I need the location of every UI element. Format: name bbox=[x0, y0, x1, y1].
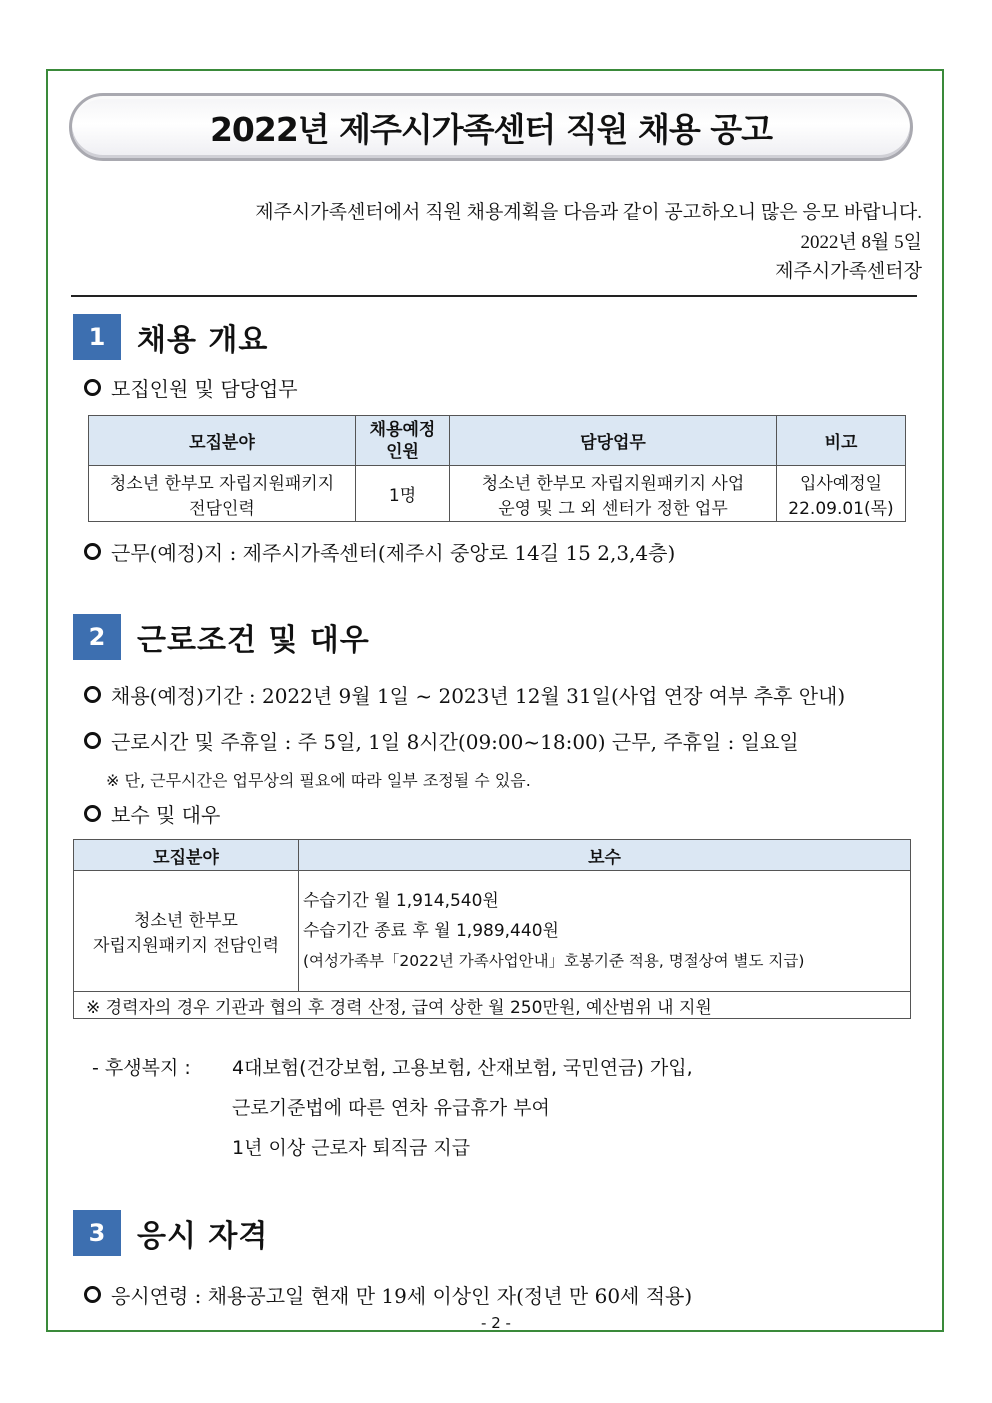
circle-bullet-icon bbox=[84, 543, 101, 560]
bullet-recruit bbox=[84, 373, 298, 402]
intro-text: 제주시가족센터에서 직원 채용계획을 다음과 같이 공고하오니 많은 응모 바랍니다. bbox=[255, 202, 922, 223]
cell-duty bbox=[450, 466, 777, 522]
section-title: 채용 개요 bbox=[137, 323, 269, 358]
recruit-table bbox=[88, 415, 906, 522]
bullet-age bbox=[84, 1280, 692, 1309]
pay-footer: ※ 경력자의 경우 기관과 협의 후 경력 산정, 급여 상한 월 250만원, 예산범위 내 지원 bbox=[74, 992, 911, 1019]
circle-bullet-icon bbox=[84, 805, 101, 822]
cell-line: 운영 및 그 외 센터가 정한 업무 bbox=[498, 498, 728, 519]
section-number: 2 bbox=[73, 614, 121, 660]
pay-table bbox=[73, 839, 911, 1019]
th-count: 채용예정 인원 bbox=[356, 416, 450, 466]
th-field: 모집분야 bbox=[74, 840, 299, 871]
cell-line: 22.09.01(목) bbox=[788, 498, 894, 519]
welfare-line: 1년 이상 근로자 퇴직금 지급 bbox=[232, 1137, 471, 1159]
welfare-line: 4대보험(건강보험, 고용보험, 산재보험, 국민연금) 가입, bbox=[232, 1057, 693, 1079]
circle-bullet-icon bbox=[84, 686, 101, 703]
cell-field bbox=[74, 871, 299, 992]
pay-line: 수습기간 종료 후 월 1,989,440원 bbox=[303, 921, 559, 941]
bullet-text: 모집인원 및 담당업무 bbox=[111, 377, 298, 401]
cell-pay bbox=[299, 871, 911, 992]
th-note: 비고 bbox=[777, 416, 906, 466]
bullet-text: 채용(예정)기간 : 2022년 9월 1일 ~ 2023년 12월 31일(사업 연장 여부 추후 안내) bbox=[111, 684, 846, 708]
bullet-text: 보수 및 대우 bbox=[111, 803, 221, 827]
intro-date: 2022년 8월 5일 bbox=[800, 232, 922, 253]
bullet-period bbox=[84, 680, 845, 709]
bullet-workplace bbox=[84, 537, 675, 566]
section-number: 1 bbox=[73, 314, 121, 360]
bullet-text: 응시연령 : 채용공고일 현재 만 19세 이상인 자(정년 만 60세 적용) bbox=[111, 1284, 693, 1308]
section-title: 응시 자격 bbox=[137, 1219, 269, 1254]
page-title: 2022년 제주시가족센터 직원 채용 공고 bbox=[209, 109, 773, 149]
cell-line: 자립지원패키지 전담인력 bbox=[92, 936, 280, 956]
section-3-heading bbox=[73, 1210, 268, 1256]
welfare-line: 근로기준법에 따른 연차 유급휴가 부여 bbox=[232, 1097, 550, 1119]
th-pay: 보수 bbox=[299, 840, 911, 871]
circle-bullet-icon bbox=[84, 732, 101, 749]
cell-line: 청소년 한부모 bbox=[134, 911, 238, 931]
th-field: 모집분야 bbox=[89, 416, 356, 466]
cell-count: 1명 bbox=[356, 466, 450, 522]
circle-bullet-icon bbox=[84, 379, 101, 396]
bullet-text: 근무(예정)지 : 제주시가족센터(제주시 중앙로 14길 15 2,3,4층) bbox=[111, 541, 676, 565]
cell-field bbox=[89, 466, 356, 522]
section-1-heading bbox=[73, 314, 268, 360]
page-number: - 2 - bbox=[481, 1314, 511, 1332]
cell-note bbox=[777, 466, 906, 522]
section-number: 3 bbox=[73, 1210, 121, 1256]
cell-line: 청소년 한부모 자립지원패키지 bbox=[109, 473, 335, 494]
bullet-hours bbox=[84, 726, 799, 755]
table-row bbox=[89, 466, 906, 522]
circle-bullet-icon bbox=[84, 1286, 101, 1303]
intro-signer: 제주시가족센터장 bbox=[775, 261, 922, 282]
bullet-pay bbox=[84, 799, 220, 828]
pay-line: 수습기간 월 1,914,540원 bbox=[303, 891, 499, 911]
pay-line: (여성가족부「2022년 가족사업안내」호봉기준 적용, 명절상여 별도 지급) bbox=[303, 952, 805, 970]
section-title: 근로조건 및 대우 bbox=[137, 623, 370, 658]
section-2-heading bbox=[73, 614, 370, 660]
divider bbox=[71, 295, 917, 297]
bullet-text: 근로시간 및 주휴일 : 주 5일, 1일 8시간(09:00~18:00) 근무, 주휴일 : 일요일 bbox=[111, 730, 799, 754]
th-duty: 담당업무 bbox=[450, 416, 777, 466]
cell-line: 청소년 한부모 자립지원패키지 사업 bbox=[481, 473, 745, 494]
cell-line: 전담인력 bbox=[189, 498, 255, 519]
welfare-label: - 후생복지 : bbox=[92, 1057, 191, 1079]
table-row bbox=[74, 871, 911, 992]
hours-note: ※ 단, 근무시간은 업무상의 필요에 따라 일부 조정될 수 있음. bbox=[106, 771, 531, 790]
cell-line: 입사예정일 bbox=[799, 473, 883, 494]
title-banner bbox=[69, 93, 913, 161]
